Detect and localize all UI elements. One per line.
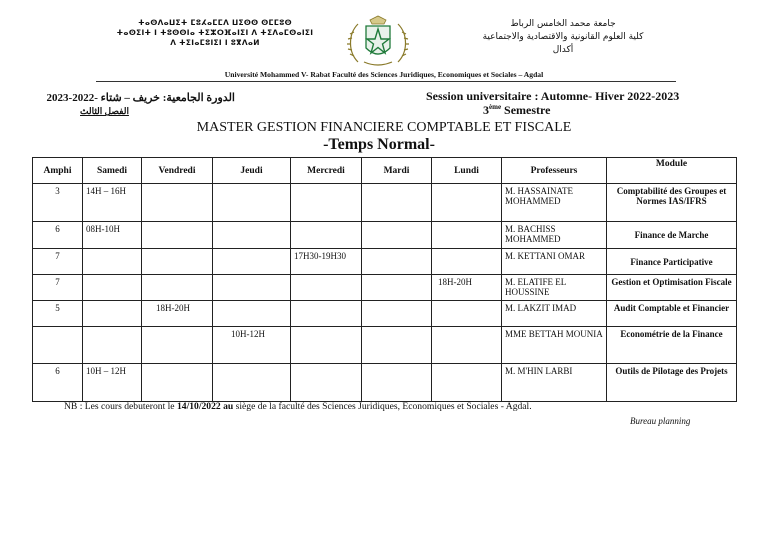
- schedule-subtitle: -Temps Normal-: [323, 136, 435, 153]
- note-date: 14/10/2022 au: [176, 401, 234, 412]
- note-prefix: NB : Les cours debuteront le: [64, 401, 177, 412]
- start-date-note: [64, 401, 532, 412]
- cell-mercredi: [291, 222, 362, 249]
- cell-amphi: [33, 327, 83, 364]
- col-header-professeurs: Professeurs: [502, 158, 607, 184]
- session-french: Session universitaire : Automne- Hiver 2022-2023: [426, 89, 680, 103]
- tifinagh-header: [100, 18, 330, 48]
- col-header-mardi: Mardi: [362, 158, 432, 184]
- cell-mardi: [362, 327, 432, 364]
- cell-jeudi: [213, 249, 291, 275]
- semester-french: [483, 103, 550, 118]
- cell-samedi: 08H-10H: [83, 222, 142, 249]
- cell-samedi: [83, 249, 142, 275]
- cell-vendredi: [142, 222, 213, 249]
- cell-vendredi: 18H-20H: [142, 301, 213, 327]
- semester-suffix: ème: [489, 103, 502, 111]
- table-row: [33, 327, 737, 364]
- university-line: Université Mohammed V- Rabat Faculté des Sciences Juridiques, Economiques et Sociales – Agdal: [224, 70, 544, 79]
- cell-module: Finance Participative: [607, 249, 737, 275]
- cell-amphi: 7: [33, 249, 83, 275]
- cell-amphi: 3: [33, 184, 83, 222]
- cell-module: Econométrie de la Finance: [607, 327, 737, 364]
- cell-vendredi: [142, 275, 213, 301]
- col-header-module: Module: [607, 158, 737, 184]
- cell-mardi: [362, 301, 432, 327]
- cell-mardi: [362, 249, 432, 275]
- cell-mardi: [362, 184, 432, 222]
- arabic-line-2: كلية العلوم القانونية والاقتصادية والاجتماعية: [482, 32, 644, 42]
- cell-professor: M. M'HIN LARBI: [502, 364, 607, 402]
- semester-number: 3: [483, 103, 489, 117]
- col-header-jeudi: Jeudi: [213, 158, 291, 184]
- col-header-samedi: Samedi: [83, 158, 142, 184]
- cell-module: Audit Comptable et Financier: [607, 301, 737, 327]
- arabic-line-1: جامعة محمد الخامس الرباط: [510, 19, 616, 29]
- cell-mercredi: [291, 184, 362, 222]
- cell-mercredi: [291, 364, 362, 402]
- cell-jeudi: [213, 184, 291, 222]
- cell-jeudi: [213, 364, 291, 402]
- schedule-table: [32, 157, 737, 402]
- cell-professor: M. LAKZIT IMAD: [502, 301, 607, 327]
- cell-vendredi: [142, 249, 213, 275]
- table-row: [33, 275, 737, 301]
- session-arabic: الدورة الجامعية: خريف – شتاء -2022-2023: [46, 92, 235, 104]
- cell-mardi: [362, 222, 432, 249]
- cell-lundi: [432, 327, 502, 364]
- table-row: [33, 301, 737, 327]
- col-header-mercredi: Mercredi: [291, 158, 362, 184]
- cell-mardi: [362, 275, 432, 301]
- semester-word: Semestre: [501, 103, 551, 117]
- cell-lundi: [432, 301, 502, 327]
- cell-module: Outils de Pilotage des Projets: [607, 364, 737, 402]
- semester-arabic: الفصل الثالث: [80, 106, 129, 116]
- note-suffix: siège de la faculté des Sciences Juridiques, Economiques et Sociales - Agdal.: [233, 401, 532, 412]
- cell-jeudi: 10H-12H: [213, 327, 291, 364]
- cell-lundi: [432, 222, 502, 249]
- signature-bureau-planning: Bureau planning: [630, 416, 691, 426]
- table-row: [33, 222, 737, 249]
- cell-mardi: [362, 364, 432, 402]
- cell-professor: M. ELATIFE EL HOUSSINE: [502, 275, 607, 301]
- cell-samedi: [83, 275, 142, 301]
- cell-vendredi: [142, 364, 213, 402]
- table-row: [33, 184, 737, 222]
- table-row: [33, 364, 737, 402]
- moroccan-emblem-logo: [344, 14, 412, 70]
- col-header-vendredi: Vendredi: [142, 158, 213, 184]
- cell-amphi: 6: [33, 222, 83, 249]
- cell-professor: M. HASSAINATE MOHAMMED: [502, 184, 607, 222]
- cell-samedi: 10H – 12H: [83, 364, 142, 402]
- cell-amphi: 7: [33, 275, 83, 301]
- arabic-header: [458, 18, 668, 57]
- cell-lundi: [432, 184, 502, 222]
- tifinagh-line-3: ⴷ ⵜⵉⵏⴰⵎⵓⵏⵉⵏ ⵏ ⵓⴳⴷⴰⵍ: [170, 38, 260, 47]
- cell-mercredi: [291, 275, 362, 301]
- header-divider: [96, 81, 676, 82]
- cell-jeudi: [213, 301, 291, 327]
- cell-vendredi: [142, 327, 213, 364]
- cell-amphi: 5: [33, 301, 83, 327]
- cell-mercredi: [291, 327, 362, 364]
- cell-samedi: [83, 327, 142, 364]
- tifinagh-line-1: ⵜⴰⵙⴷⴰⵡⵉⵜ ⵎⵓⵃⴰⵎⵎⴷ ⵡⵉⵙⵙ ⵙⵎⵎⵓⵙ: [138, 18, 292, 27]
- table-header-row: [33, 158, 737, 184]
- cell-module: Finance de Marche: [607, 222, 737, 249]
- cell-lundi: [432, 249, 502, 275]
- cell-mercredi: [291, 301, 362, 327]
- tifinagh-line-2: ⵜⴰⵙⵉⵏⵜ ⵏ ⵜⵓⵙⵙⵏⴰ ⵜⵉⵣⵔⴼⴰⵏⵉⵏ ⴷ ⵜⵉⴷⴰⵎⵙⴰⵏⵉⵏ: [116, 28, 314, 37]
- table-row: [33, 249, 737, 275]
- cell-jeudi: [213, 222, 291, 249]
- cell-jeudi: [213, 275, 291, 301]
- arabic-line-3: أكدال: [552, 45, 574, 55]
- cell-lundi: 18H-20H: [432, 275, 502, 301]
- cell-samedi: 14H – 16H: [83, 184, 142, 222]
- cell-mercredi: 17H30-19H30: [291, 249, 362, 275]
- cell-samedi: [83, 301, 142, 327]
- col-header-amphi: Amphi: [33, 158, 83, 184]
- cell-vendredi: [142, 184, 213, 222]
- cell-professor: MME BETTAH MOUNIA: [502, 327, 607, 364]
- cell-module: Gestion et Optimisation Fiscale: [607, 275, 737, 301]
- cell-lundi: [432, 364, 502, 402]
- col-header-lundi: Lundi: [432, 158, 502, 184]
- program-title: MASTER GESTION FINANCIERE COMPTABLE ET FISCALE: [196, 120, 572, 135]
- cell-professor: M. KETTANI OMAR: [502, 249, 607, 275]
- cell-amphi: 6: [33, 364, 83, 402]
- cell-module: Comptabilité des Groupes et Normes IAS/IFRS: [607, 184, 737, 222]
- cell-professor: M. BACHISS MOHAMMED: [502, 222, 607, 249]
